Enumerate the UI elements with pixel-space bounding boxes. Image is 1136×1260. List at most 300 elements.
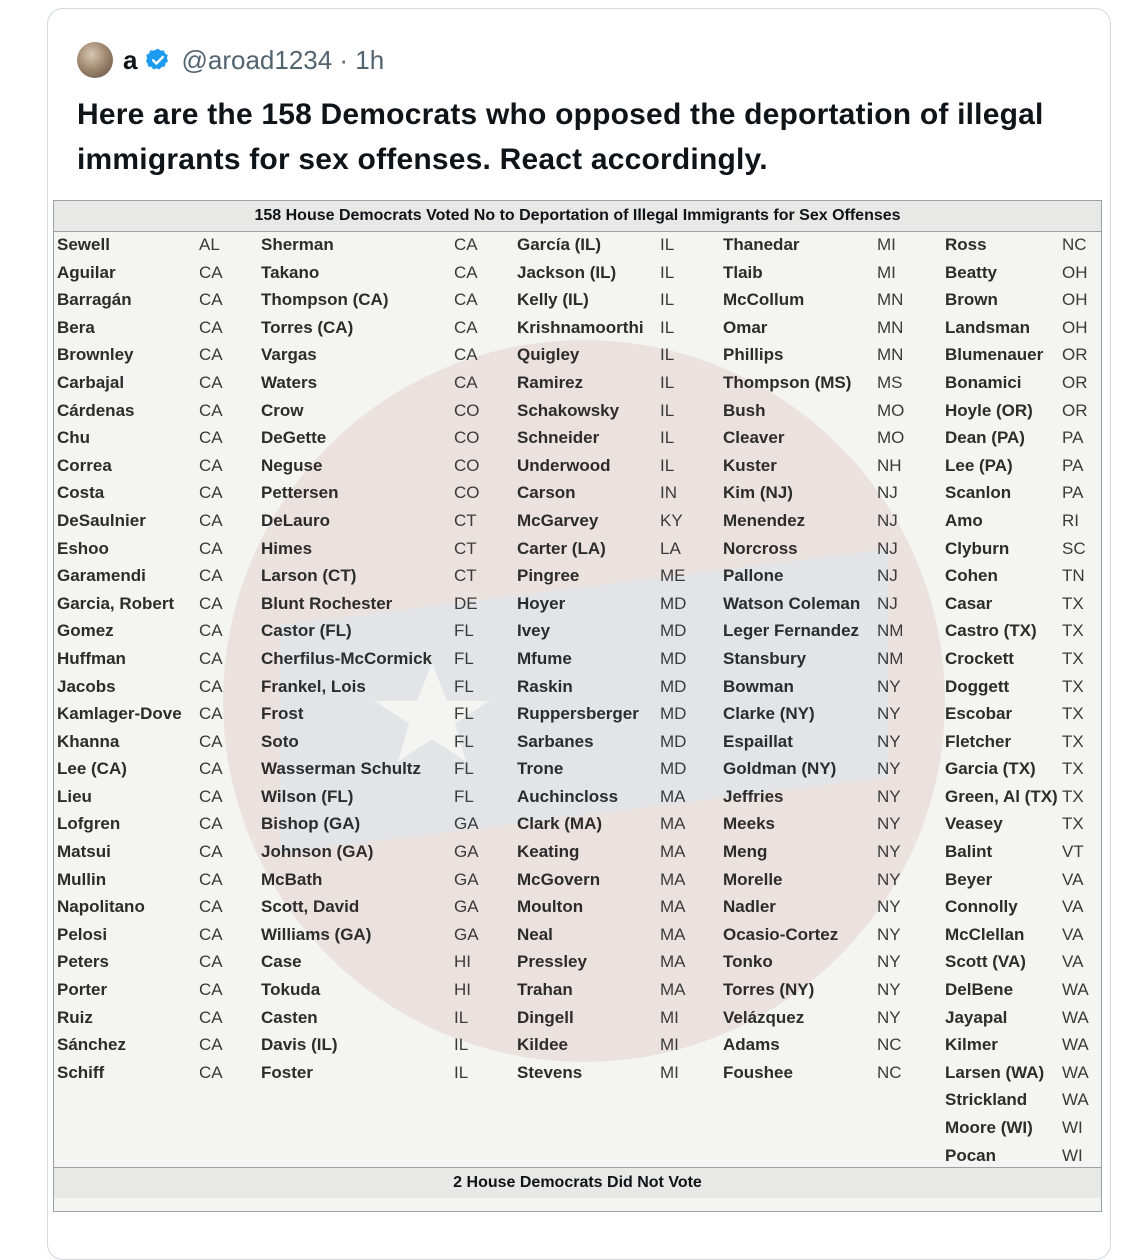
member-state: IL [660,235,675,254]
member-state: TX [1062,731,1084,751]
member-name: Garcia, Robert [57,593,175,613]
member-state: WA [1062,1062,1089,1082]
member-state: NY [877,952,901,972]
member-state: CA [454,290,478,310]
member-name: Nadler [723,897,776,917]
member-state: MD [660,593,687,613]
member-name: Amo [945,510,983,530]
member-state: TX [1062,676,1084,696]
member-name: Jeffries [723,786,784,806]
member-name: Keating [517,842,580,862]
member-state: WA [1062,1035,1089,1055]
member-state: IL [454,1035,469,1055]
member-state: CA [199,262,223,282]
member-state: MI [877,235,896,254]
member-state: NJ [877,510,898,530]
member-name: Ramirez [517,372,584,392]
member-name: Doggett [945,676,1010,696]
member-state: VA [1062,924,1084,944]
member-name: Himes [261,538,313,558]
member-state: VA [1062,869,1084,889]
member-name: Case [261,952,302,972]
member-state: TX [1062,814,1084,834]
member-name: Watson Coleman [723,593,861,613]
member-state: TX [1062,759,1084,779]
member-state: NC [1062,235,1087,254]
tweet-text: Here are the 158 Democrats who opposed the deportation of illegal immigrants for sex offenses. React accordingly. [77,98,1044,176]
member-state: IL [660,345,675,365]
member-state: NJ [877,538,898,558]
member-state: NY [877,704,901,724]
member-name: Balint [945,842,993,862]
member-name: Cárdenas [57,400,135,420]
member-state: CA [199,317,223,337]
member-state: CA [199,1035,223,1055]
member-name: Ruppersberger [517,704,639,724]
member-state: CA [199,345,223,365]
member-name: Pettersen [261,483,339,503]
member-state: MA [660,842,686,862]
member-name: Espaillat [723,731,793,751]
member-state: OH [1062,290,1088,310]
member-state: CA [199,1007,223,1027]
member-state: CA [199,731,223,751]
member-name: Huffman [57,648,126,668]
attached-image[interactable] [53,200,1102,1212]
member-name: Costa [57,483,105,503]
member-state: CA [454,317,478,337]
member-name: Cherfilus-McCormick [261,648,432,668]
member-name: Adams [723,1035,780,1055]
member-state: CA [199,980,223,1000]
tweet-header [77,40,384,80]
member-state: IL [660,400,675,420]
member-state: CA [199,704,223,724]
handle-and-time[interactable]: @aroad1234 · 1h [181,44,385,75]
member-name: McCollum [723,290,805,310]
member-name: Scott, David [261,897,360,917]
member-name: Lieu [57,786,92,806]
member-state: NY [877,759,901,779]
member-state: FL [454,648,474,668]
member-name: Tonko [723,952,773,972]
member-name: Lee (CA) [57,759,127,779]
member-state: VA [1062,897,1084,917]
member-state: OH [1062,262,1088,282]
member-state: PA [1062,455,1084,475]
member-name: Schakowsky [517,400,620,420]
member-name: Bowman [723,676,794,696]
member-state: IL [454,1062,469,1082]
table-title: 158 House Democrats Voted No to Deportation of Illegal Immigrants for Sex Offenses [54,201,1101,232]
member-name: Castro (TX) [945,621,1037,641]
member-state: MD [660,676,687,696]
member-name: Carter (LA) [517,538,606,558]
member-name: McGarvey [517,510,599,530]
member-name: Tlaib [723,262,763,282]
member-state: FL [454,731,474,751]
member-name: Ocasio-Cortez [723,924,839,944]
member-state: CO [454,455,480,475]
member-state: MO [877,428,905,448]
member-name: Ross [945,235,987,254]
member-name: Bishop (GA) [261,814,361,834]
member-state: ME [660,566,686,586]
member-name: Sarbanes [517,731,594,751]
member-name: Phillips [723,345,784,365]
member-name: Matsui [57,842,111,862]
member-state: FL [454,786,474,806]
member-name: Clyburn [945,538,1010,558]
member-state: WI [1062,1118,1083,1137]
member-state: CA [199,676,223,696]
member-name: Davis (IL) [261,1035,338,1055]
member-state: FL [454,621,474,641]
member-name: Blumenauer [945,345,1044,365]
display-name[interactable]: a [123,44,138,75]
member-name: Cleaver [723,428,785,448]
member-name: Bush [723,400,766,420]
member-name: Morelle [723,869,783,889]
member-state: CA [199,842,223,862]
member-name: Auchincloss [517,786,619,806]
member-name: Mfume [517,648,572,668]
member-state: CA [199,621,223,641]
member-state: MA [660,814,686,834]
member-state: NY [877,842,901,862]
member-name: Pocan [945,1145,997,1165]
member-name: Frankel, Lois [261,676,366,696]
member-name: Sherman [261,235,334,254]
member-name: Ruiz [57,1007,93,1027]
member-state: CA [199,566,223,586]
member-name: McGovern [517,869,601,889]
member-state: CA [199,759,223,779]
member-state: CA [199,372,223,392]
member-name: Larsen (WA) [945,1062,1045,1082]
member-name: Frost [261,704,304,724]
member-state: CT [454,510,477,530]
member-name: Garcia (TX) [945,759,1036,779]
member-name: García (IL) [517,235,602,254]
member-name: Neguse [261,455,323,475]
member-name: Brown [945,290,998,310]
member-name: Trahan [517,980,573,1000]
avatar[interactable] [77,42,113,78]
member-state: NY [877,786,901,806]
member-state: WI [1062,1145,1083,1165]
member-state: GA [454,924,479,944]
member-name: Dingell [517,1007,574,1027]
member-state: AL [199,235,220,254]
member-name: Lofgren [57,814,121,834]
member-name: Connolly [945,897,1018,917]
member-name: Schiff [57,1062,105,1082]
member-state: IL [660,428,675,448]
member-state: IL [660,290,675,310]
member-name: Leger Fernandez [723,621,860,641]
member-state: PA [1062,483,1084,503]
member-state: NJ [877,593,898,613]
member-name: Green, Al (TX) [945,786,1058,806]
member-state: NY [877,1007,901,1027]
member-state: HI [454,952,471,972]
member-state: NJ [877,566,898,586]
member-state: CT [454,538,477,558]
member-name: Goldman (NY) [723,759,837,779]
member-name: Moore (WI) [945,1118,1033,1137]
member-name: Thanedar [723,235,800,254]
member-name: Vargas [261,345,317,365]
member-state: TX [1062,593,1084,613]
member-state: NY [877,980,901,1000]
member-state: GA [454,842,479,862]
member-name: Raskin [517,676,573,696]
member-name: Lee (PA) [945,455,1013,475]
member-state: GA [454,897,479,917]
member-name: Dean (PA) [945,428,1025,448]
member-state: NY [877,731,901,751]
member-state: CA [199,1062,223,1082]
member-state: MN [877,290,904,310]
member-name: Torres (NY) [723,980,815,1000]
member-state: MD [660,731,687,751]
member-name: Soto [261,731,299,751]
member-state: OR [1062,400,1088,420]
member-name: Foushee [723,1062,793,1082]
member-state: NY [877,897,901,917]
member-state: TX [1062,786,1084,806]
member-name: DeLauro [261,510,330,530]
member-state: IL [660,317,675,337]
member-name: Beatty [945,262,997,282]
member-name: Clarke (NY) [723,704,815,724]
member-name: Mullin [57,869,107,889]
member-name: Moulton [517,897,584,917]
member-state: MA [660,897,686,917]
member-name: Larson (CT) [261,566,357,586]
member-state: NH [877,455,902,475]
member-state: MI [660,1062,679,1082]
member-state: GA [454,869,479,889]
member-name: Kildee [517,1035,569,1055]
member-state: CA [199,538,223,558]
member-name: Ivey [517,621,551,641]
member-name: Thompson (CA) [261,290,389,310]
member-state: CO [454,428,480,448]
member-name: Trone [517,759,564,779]
member-state: NC [877,1035,902,1055]
member-state: CO [454,400,480,420]
member-name: Stevens [517,1062,583,1082]
member-state: CA [454,372,478,392]
member-name: Quigley [517,345,580,365]
member-name: Stansbury [723,648,807,668]
member-state: NM [877,648,904,668]
member-name: Garamendi [57,566,146,586]
member-state: FL [454,704,474,724]
member-name: Jacobs [57,676,116,696]
member-name: Chu [57,428,91,448]
member-name: Correa [57,455,112,475]
member-name: Kuster [723,455,777,475]
member-state: CT [454,566,477,586]
member-name: Neal [517,924,553,944]
member-state: OR [1062,372,1088,392]
member-name: Wasserman Schultz [261,759,421,779]
member-state: TX [1062,704,1084,724]
member-state: FL [454,759,474,779]
verified-badge-icon [145,47,171,73]
member-state: WA [1062,980,1089,1000]
member-state: PA [1062,428,1084,448]
member-name: Schneider [517,428,600,448]
member-state: IL [660,455,675,475]
member-state: IN [660,483,677,503]
member-state: RI [1062,510,1079,530]
member-state: OH [1062,317,1088,337]
member-state: NY [877,814,901,834]
member-state: NY [877,676,901,696]
member-name: Takano [261,262,320,282]
member-state: NJ [877,483,898,503]
member-state: NM [877,621,904,641]
member-state: MN [877,345,904,365]
member-name: Torres (CA) [261,317,354,337]
member-state: LA [660,538,681,558]
member-name: Eshoo [57,538,109,558]
member-name: Jayapal [945,1007,1008,1027]
member-state: CA [199,510,223,530]
member-state: MN [877,317,904,337]
member-name: Omar [723,317,768,337]
member-state: DE [454,593,478,613]
member-name: Foster [261,1062,313,1082]
member-name: Underwood [517,455,611,475]
member-name: Kelly (IL) [517,290,589,310]
member-state: CA [199,400,223,420]
member-state: TN [1062,566,1085,586]
member-name: Casar [945,593,993,613]
member-state: VT [1062,842,1084,862]
member-state: VA [1062,952,1084,972]
member-state: GA [454,814,479,834]
member-name: Clark (MA) [517,814,603,834]
member-name: Velázquez [723,1007,805,1027]
member-name: Porter [57,980,108,1000]
member-state: MO [877,400,905,420]
member-name: Landsman [945,317,1031,337]
member-state: CA [199,897,223,917]
member-name: Napolitano [57,897,145,917]
member-name: Beyer [945,869,993,889]
member-state: MD [660,759,687,779]
member-name: Cohen [945,566,998,586]
member-name: Escobar [945,704,1013,724]
member-name: Barragán [57,290,132,310]
member-name: Strickland [945,1090,1028,1110]
member-state: SC [1062,538,1086,558]
member-name: Khanna [57,731,120,751]
member-name: Sewell [57,235,110,254]
member-state: NY [877,924,901,944]
member-name: Scanlon [945,483,1012,503]
member-name: DelBene [945,980,1014,1000]
member-state: CA [199,428,223,448]
member-state: FL [454,676,474,696]
member-name: Casten [261,1007,318,1027]
member-state: WA [1062,1090,1089,1110]
member-name: Peters [57,952,109,972]
member-name: Pressley [517,952,587,972]
member-name: Crow [261,400,304,420]
member-name: Kim (NJ) [723,483,793,503]
member-name: Waters [261,372,318,392]
member-name: Crockett [945,648,1014,668]
member-name: Meeks [723,814,775,834]
member-name: DeGette [261,428,327,448]
member-name: Wilson (FL) [261,786,354,806]
member-name: Sánchez [57,1035,126,1055]
member-name: Hoyle (OR) [945,400,1033,420]
member-name: Brownley [57,345,134,365]
member-state: TX [1062,648,1084,668]
member-name: Kamlager-Dove [57,704,182,724]
member-state: CA [199,648,223,668]
member-state: CA [199,924,223,944]
member-name: McClellan [945,924,1025,944]
member-state: CA [199,786,223,806]
member-state: MI [877,262,896,282]
member-state: CA [454,345,478,365]
member-state: IL [660,372,675,392]
member-state: TX [1062,621,1084,641]
member-name: Jackson (IL) [517,262,617,282]
member-state: CA [199,290,223,310]
member-name: Carbajal [57,372,125,392]
member-state: CA [199,593,223,613]
member-state: CA [454,262,478,282]
member-name: Williams (GA) [261,924,372,944]
member-state: MA [660,869,686,889]
member-state: MD [660,621,687,641]
member-state: MI [660,1035,679,1055]
member-state: NY [877,869,901,889]
member-state: CA [199,869,223,889]
member-name: Pallone [723,566,784,586]
member-name: Bonamici [945,372,1022,392]
member-state: IL [660,262,675,282]
member-state: MA [660,952,686,972]
member-name: Bera [57,317,95,337]
member-state: MD [660,648,687,668]
member-name: Meng [723,842,768,862]
member-state: CA [199,483,223,503]
member-state: HI [454,980,471,1000]
member-state: MA [660,924,686,944]
member-state: CA [199,814,223,834]
member-name: Hoyer [517,593,566,613]
member-name: Aguilar [57,262,116,282]
member-name: Johnson (GA) [261,842,374,862]
member-name: Castor (FL) [261,621,352,641]
member-name: Veasey [945,814,1003,834]
member-name: Carson [517,483,576,503]
member-state: MD [660,704,687,724]
member-name: DeSaulnier [57,510,146,530]
member-state: CA [454,235,478,254]
member-name: Tokuda [261,980,321,1000]
